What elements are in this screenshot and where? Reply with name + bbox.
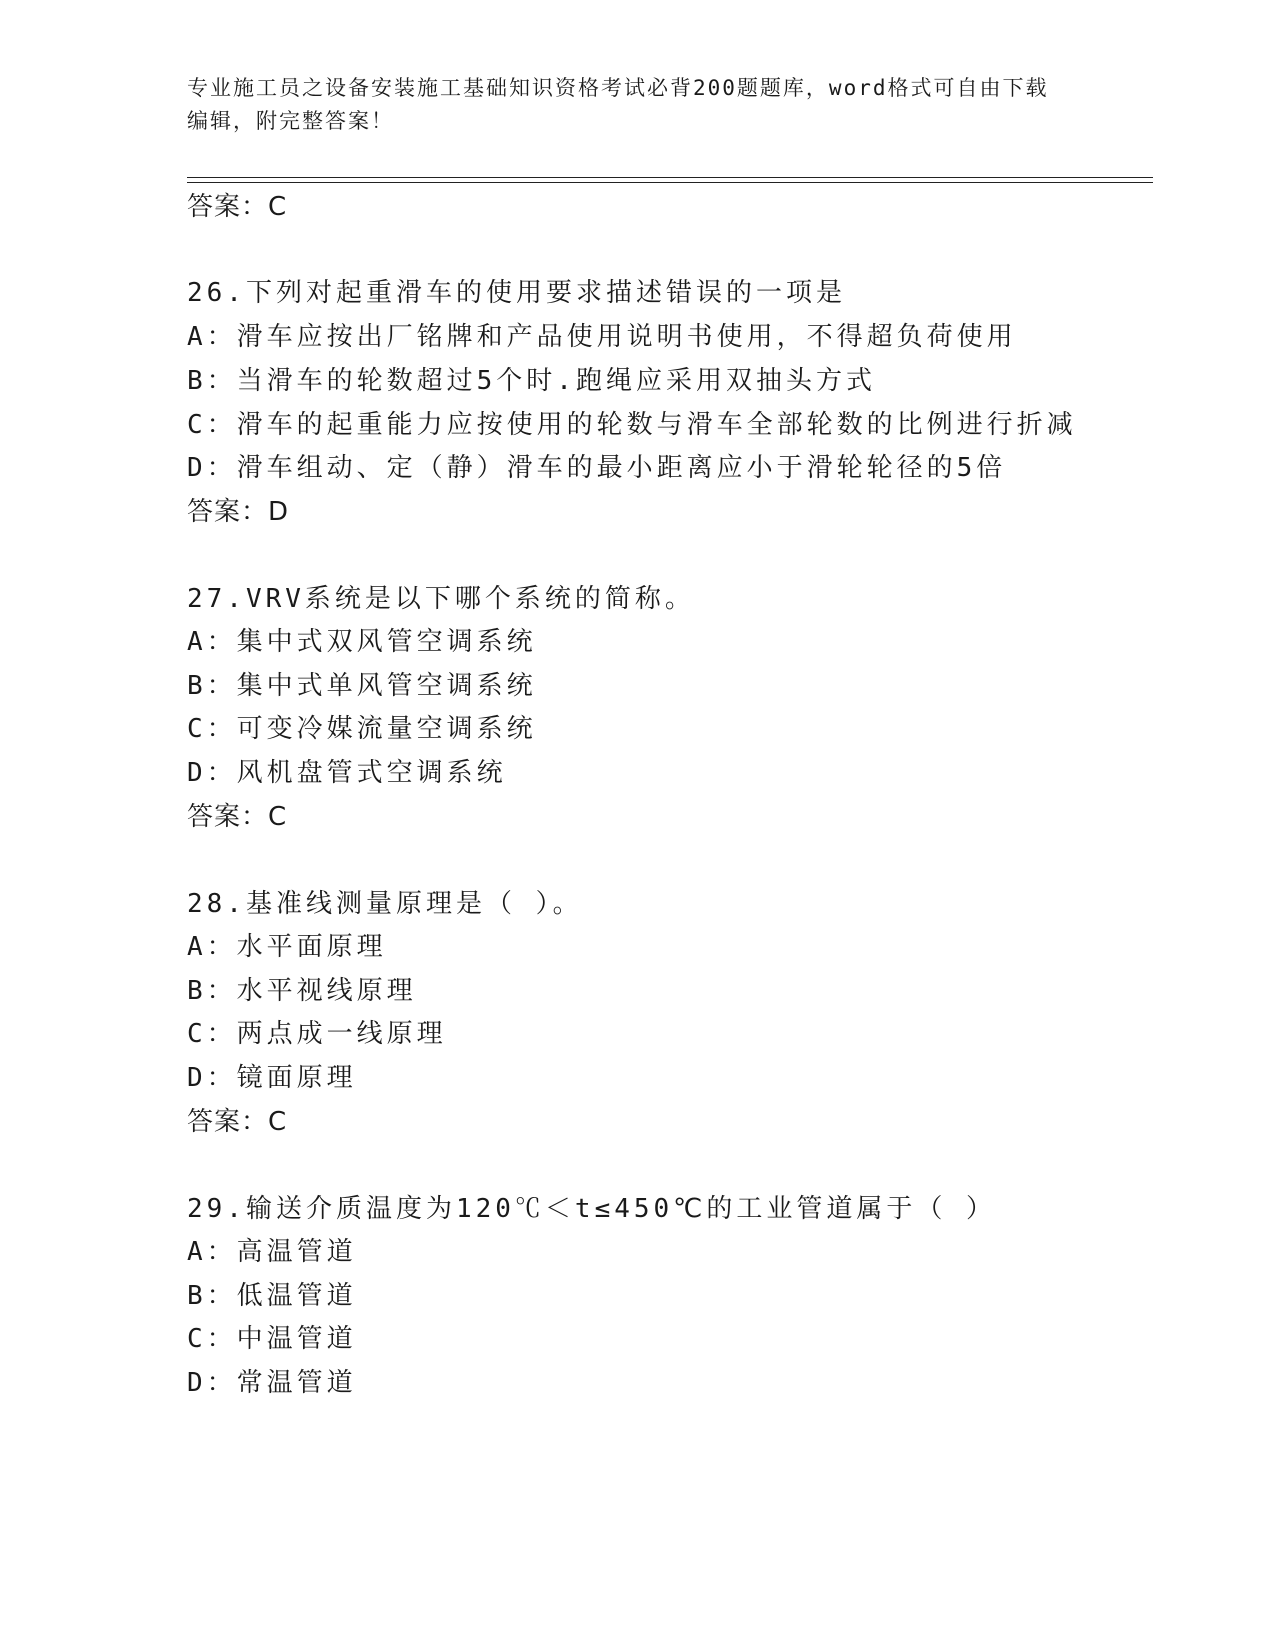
option-d: D：镜面原理 bbox=[187, 1063, 357, 1093]
option-b: B：集中式单风管空调系统 bbox=[187, 671, 537, 701]
option-a: A：高温管道 bbox=[187, 1237, 357, 1267]
header-rule-top bbox=[187, 177, 1153, 178]
answer-line: 答案：D bbox=[187, 497, 290, 527]
option-c: C：可变冷媒流量空调系统 bbox=[187, 714, 537, 744]
option-c: C：中温管道 bbox=[187, 1324, 357, 1354]
question-stem: 27.VRV系统是以下哪个系统的简称。 bbox=[187, 584, 695, 614]
question-stem: 26.下列对起重滑车的使用要求描述错误的一项是 bbox=[187, 278, 846, 308]
option-a: A：水平面原理 bbox=[187, 932, 387, 962]
answer-line: 答案：C bbox=[187, 802, 288, 832]
option-c: C：滑车的起重能力应按使用的轮数与滑车全部轮数的比例进行折减 bbox=[187, 410, 1077, 440]
option-d: D：常温管道 bbox=[187, 1368, 357, 1398]
option-b: B：低温管道 bbox=[187, 1281, 357, 1311]
answer-line: 答案：C bbox=[187, 1107, 288, 1137]
option-b: B：当滑车的轮数超过5个时.跑绳应采用双抽头方式 bbox=[187, 366, 876, 396]
question-stem: 28.基准线测量原理是（ ）。 bbox=[187, 889, 583, 919]
question-stem: 29.输送介质温度为120℃＜t≤450℃的工业管道属于（ ） bbox=[187, 1194, 997, 1224]
option-d: D：风机盘管式空调系统 bbox=[187, 758, 507, 788]
document-header: 专业施工员之设备安装施工基础知识资格考试必背200题题库，word格式可自由下载编辑，附完整答案！ bbox=[187, 76, 1049, 133]
answer-line: 答案：C bbox=[187, 192, 288, 222]
option-a: A：滑车应按出厂铭牌和产品使用说明书使用，不得超负荷使用 bbox=[187, 322, 1017, 352]
option-c: C：两点成一线原理 bbox=[187, 1019, 447, 1049]
header-rule-bottom bbox=[187, 182, 1153, 183]
option-b: B：水平视线原理 bbox=[187, 976, 417, 1006]
option-d: D：滑车组动、定（静）滑车的最小距离应小于滑轮轮径的5倍 bbox=[187, 453, 1007, 483]
option-a: A：集中式双风管空调系统 bbox=[187, 627, 537, 657]
